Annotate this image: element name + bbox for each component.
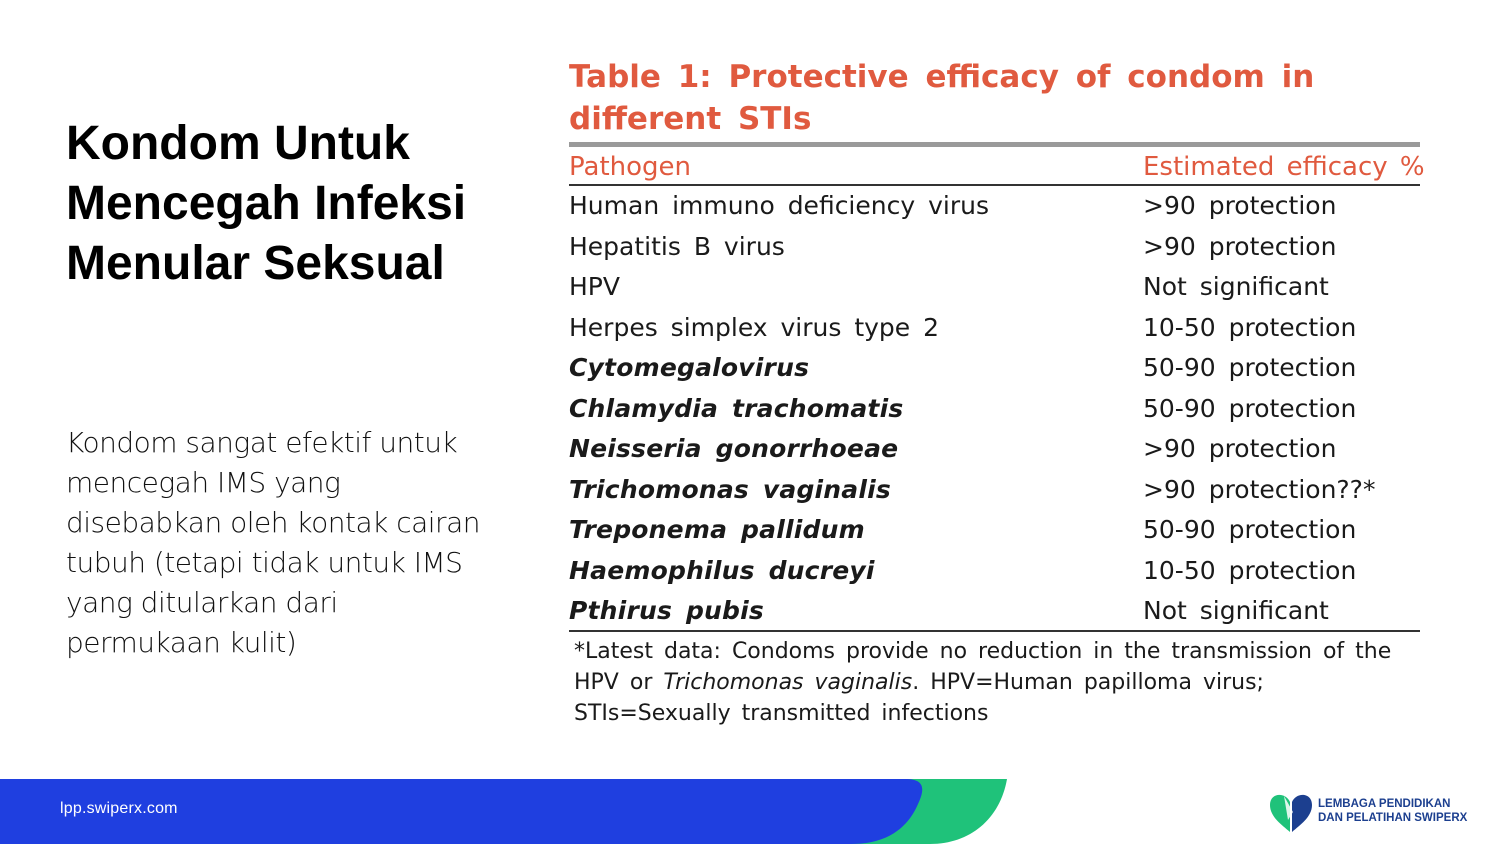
efficacy-cell: Not significant — [1143, 596, 1329, 625]
efficacy-cell: 10-50 protection — [1143, 312, 1357, 342]
efficacy-cell: 50-90 protection — [1143, 353, 1357, 382]
pathogen-cell: Human immuno deficiency virus — [569, 191, 989, 220]
table-row — [569, 348, 1420, 389]
logo-text-line-1: LEMBAGA PENDIDIKAN — [1318, 798, 1451, 810]
table-body — [569, 186, 1420, 632]
swiperx-heart-logo-icon — [1266, 790, 1316, 834]
pathogen-cell: HPV — [569, 272, 620, 301]
table-row — [569, 510, 1420, 551]
table-row — [569, 308, 1420, 349]
pathogen-cell: Neisseria gonorrhoeae — [569, 434, 899, 463]
table-row — [569, 389, 1420, 430]
header-pathogen: Pathogen — [569, 152, 692, 182]
header-efficacy: Estimated efficacy % — [1143, 152, 1425, 182]
table-bottom-rule — [569, 630, 1420, 632]
logo-text-line-2: DAN PELATIHAN SWIPERX — [1318, 812, 1468, 824]
table-footnote — [574, 636, 1414, 729]
footnote-text-1: *Latest data: Condoms provide no reduction in the transmission of the HPV or — [574, 639, 1392, 695]
footer-url[interactable]: lpp.swiperx.com — [60, 800, 178, 817]
table-row — [569, 267, 1420, 308]
table-row — [569, 551, 1420, 592]
table-title: Table 1: Protective efficacy of condom in different STIs — [569, 59, 1315, 137]
slide-title: Kondom Untuk Mencegah Infeksi Menular Seksual — [66, 117, 467, 290]
table-row — [569, 227, 1420, 268]
table-row — [569, 186, 1420, 227]
pathogen-cell: Chlamydia trachomatis — [569, 393, 904, 423]
footnote-italic: Trichomonas vaginalis — [663, 670, 913, 695]
pathogen-cell: Cytomegalovirus — [569, 353, 810, 382]
efficacy-cell: 50-90 protection — [1143, 393, 1357, 423]
efficacy-cell: 10-50 protection — [1143, 555, 1357, 585]
table-row — [569, 591, 1420, 632]
pathogen-cell: Herpes simplex virus type 2 — [569, 312, 940, 342]
pathogen-cell: Trichomonas vaginalis — [569, 474, 891, 504]
logo-text — [1318, 797, 1467, 825]
pathogen-cell: Hepatitis B virus — [569, 231, 785, 261]
slide-body-text: Kondom sangat efektif untuk mencegah IMS yang disebabkan oleh kontak cairan tubuh (tetapi tidak untuk IMS yang ditularkan dari permukaan kulit) — [66, 426, 480, 659]
efficacy-cell: Not significant — [1143, 272, 1329, 301]
efficacy-cell: >90 protection??* — [1143, 474, 1376, 504]
pathogen-cell: Pthirus pubis — [569, 596, 764, 625]
efficacy-cell: >90 protection — [1143, 434, 1337, 463]
efficacy-cell: >90 protection — [1143, 191, 1337, 220]
efficacy-cell: >90 protection — [1143, 231, 1337, 261]
table-row — [569, 470, 1420, 511]
footnote-text-2: . HPV=Human papilloma virus; STIs=Sexually transmitted infections — [574, 670, 1264, 726]
table-row — [569, 429, 1420, 470]
pathogen-cell: Treponema pallidum — [569, 515, 865, 544]
table-top-rule — [569, 142, 1420, 147]
efficacy-cell: 50-90 protection — [1143, 515, 1357, 544]
pathogen-cell: Haemophilus ducreyi — [569, 555, 875, 585]
